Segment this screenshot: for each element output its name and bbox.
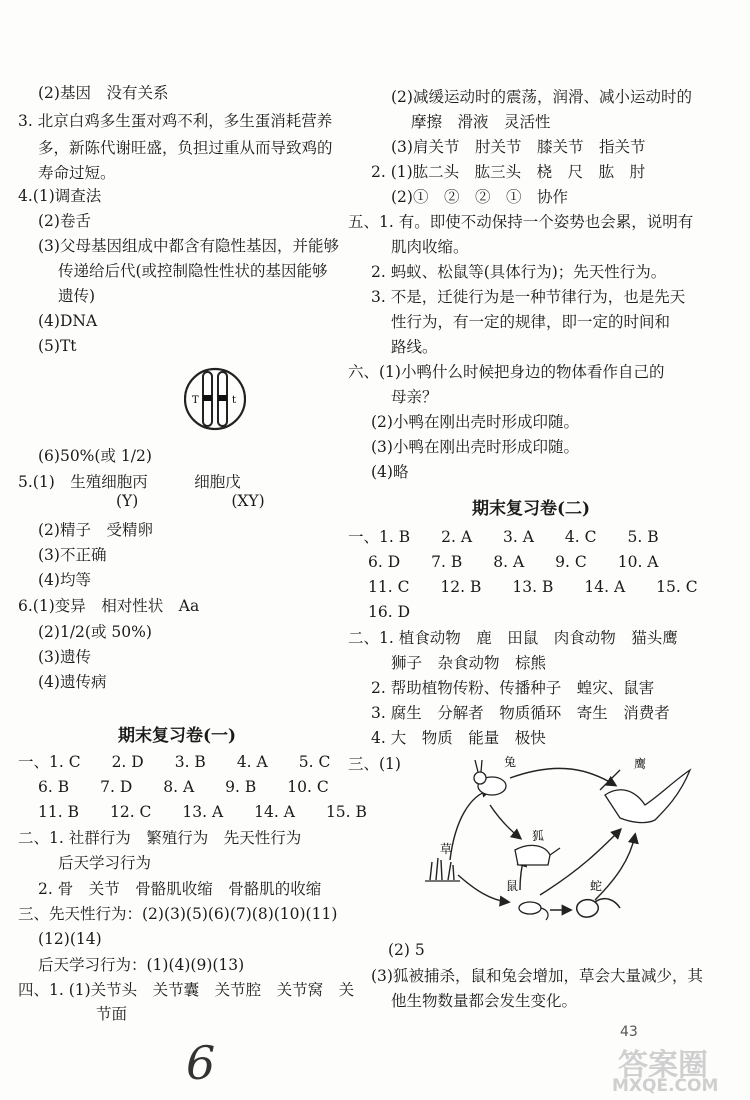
answer-line: (2)卷舌 xyxy=(38,212,91,230)
answer-line: 三、先天性行为：(2)(3)(5)(6)(7)(8)(10)(11) xyxy=(18,905,338,923)
answer-line: (4)遗传病 xyxy=(38,673,107,691)
allele-label-T: T xyxy=(192,395,199,406)
answer-line: 六、(1)小鸭什么时候把身边的物体看作自己的 xyxy=(348,363,665,381)
answer-line: 3. 腐生 分解者 物质循环 寄生 消费者 xyxy=(371,704,670,722)
answer-line: (3)不正确 xyxy=(38,546,107,564)
answer-line: 他生物数量都会发生变化。 xyxy=(391,992,578,1010)
answer-line: 6.(1)变异 相对性状 Aa xyxy=(18,597,200,615)
answer-line: 传递给后代(或控制隐性性状的基因能够 xyxy=(58,262,328,280)
handwritten-mark: 6 xyxy=(186,1036,216,1090)
answer-line: 11. C 12. B 13. B 14. A 15. C xyxy=(368,578,698,596)
answer-line: (2)基因 没有关系 xyxy=(38,84,169,102)
label-snake: 蛇 xyxy=(590,879,603,893)
answer-line: 4.(1)调查法 xyxy=(18,187,102,205)
answer-line: 6. B 7. D 8. A 9. B 10. C xyxy=(38,778,329,796)
answer-line: (Y) (XY) xyxy=(116,492,265,510)
answer-line: (4)略 xyxy=(371,463,409,481)
answer-line: 遗传) xyxy=(58,287,96,305)
mouse-icon xyxy=(519,902,548,920)
answer-line: 三、(1) xyxy=(348,755,401,773)
rabbit-icon xyxy=(474,760,506,795)
answer-line: 寿命过短。 xyxy=(38,164,116,182)
answer-line: (3)遗传 xyxy=(38,648,91,666)
answer-line: 后天学习行为：(1)(4)(9)(13) xyxy=(38,956,245,974)
allele-label-t: t xyxy=(232,395,237,406)
answer-line: 2. 帮助植物传粉、传播种子 蝗灾、鼠害 xyxy=(371,679,655,697)
label-grass: 草 xyxy=(440,842,453,856)
answer-line: 2. 骨 关节 骨骼肌收缩 骨骼肌的收缩 xyxy=(38,880,322,898)
label-eagle: 鹰 xyxy=(634,757,647,771)
answer-line: 路线。 xyxy=(391,338,438,356)
label-mouse: 鼠 xyxy=(506,879,519,893)
answer-line: 节面 xyxy=(96,1005,128,1023)
answer-line: 母亲？ xyxy=(391,388,438,406)
label-fox: 狐 xyxy=(532,829,545,843)
answer-line: (3)狐被捕杀，鼠和兔会增加，草会大量减少，其 xyxy=(371,967,703,985)
label-rabbit: 兔 xyxy=(504,755,517,769)
answer-line: (12)(14) xyxy=(38,930,102,948)
fox-icon xyxy=(515,845,560,865)
answer-line: 3. 北京白鸡多生蛋对鸡不利，多生蛋消耗营养 xyxy=(18,112,333,130)
answer-line: 性行为，有一定的规律，即一定的时间和 xyxy=(391,313,671,331)
answer-line: (6)50%(或 1/2) xyxy=(38,447,152,465)
food-web-diagram xyxy=(420,750,700,930)
answer-line: 五、1. 有。即使不动保持一个姿势也会累，说明有 xyxy=(348,213,694,231)
answer-line: 2. (1)肱二头 肱三头 桡 尺 肱 肘 xyxy=(371,163,646,181)
answer-line: 二、1. 社群行为 繁殖行为 先天性行为 xyxy=(18,829,302,847)
answer-line: (5)Tt xyxy=(38,337,77,355)
answer-line: (4)DNA xyxy=(38,312,98,330)
section-title-1: 期末复习卷(一) xyxy=(118,726,237,746)
answer-line: (3)小鸭在刚出壳时形成印随。 xyxy=(371,438,579,456)
answer-line: 5.(1) 生殖细胞丙 细胞戊 xyxy=(18,473,241,491)
answer-line: (3)父母基因组成中都含有隐性基因，并能够 xyxy=(38,237,339,255)
answer-line: 11. B 12. C 13. A 14. A 15. B xyxy=(38,803,367,821)
answer-line: 一、1. B 2. A 3. A 4. C 5. B xyxy=(348,528,659,546)
watermark-url: MXQE.COM xyxy=(612,1076,719,1096)
answer-line: 摩擦 滑液 灵活性 xyxy=(411,113,551,131)
answer-line: 狮子 杂食动物 棕熊 xyxy=(391,654,547,672)
answer-line: (3)肩关节 肘关节 膝关节 指关节 xyxy=(391,138,646,156)
answer-line: (2) 5 xyxy=(388,941,425,959)
answer-line: (2)精子 受精卵 xyxy=(38,521,153,539)
answer-line: 二、1. 植食动物 鹿 田鼠 肉食动物 猫头鹰 xyxy=(348,629,678,647)
answer-line: (2)1/2(或 50%) xyxy=(38,623,152,641)
answer-line: (2)小鸭在刚出壳时形成印随。 xyxy=(371,413,579,431)
answer-line: 16. D xyxy=(368,603,411,621)
section-title-2: 期末复习卷(二) xyxy=(472,499,591,519)
answer-line: 3. 不是，迁徙行为是一种节律行为，也是先天 xyxy=(371,288,686,306)
answer-line: 6. D 7. B 8. A 9. C 10. A xyxy=(368,553,659,571)
answer-line: 后天学习行为 xyxy=(58,854,152,872)
answer-line: 四、1. (1)关节头 关节囊 关节腔 关节窝 关 xyxy=(18,981,355,999)
eagle-icon xyxy=(600,770,690,823)
answer-line: 2. 蚂蚁、松鼠等(具体行为)；先天性行为。 xyxy=(371,263,667,281)
answer-line: 一、1. C 2. D 3. B 4. A 5. C xyxy=(18,753,331,771)
snake-icon xyxy=(577,899,620,917)
answer-line: 肌肉收缩。 xyxy=(391,238,469,256)
answer-line: 多，新陈代谢旺盛，负担过重从而导致鸡的 xyxy=(38,139,333,157)
page-number: 43 xyxy=(620,1024,638,1040)
answer-line: (2)① ② ② ① 协作 xyxy=(391,188,568,206)
watermark-logo: 答案圈 xyxy=(618,1048,708,1083)
answer-line: (4)均等 xyxy=(38,571,91,589)
answer-line: (2)减缓运动时的震荡，润滑、减小运动时的 xyxy=(391,88,692,106)
grass-icon xyxy=(425,858,460,881)
answer-line: 4. 大 物质 能量 极快 xyxy=(371,729,546,747)
chromosome-diagram xyxy=(184,362,246,436)
